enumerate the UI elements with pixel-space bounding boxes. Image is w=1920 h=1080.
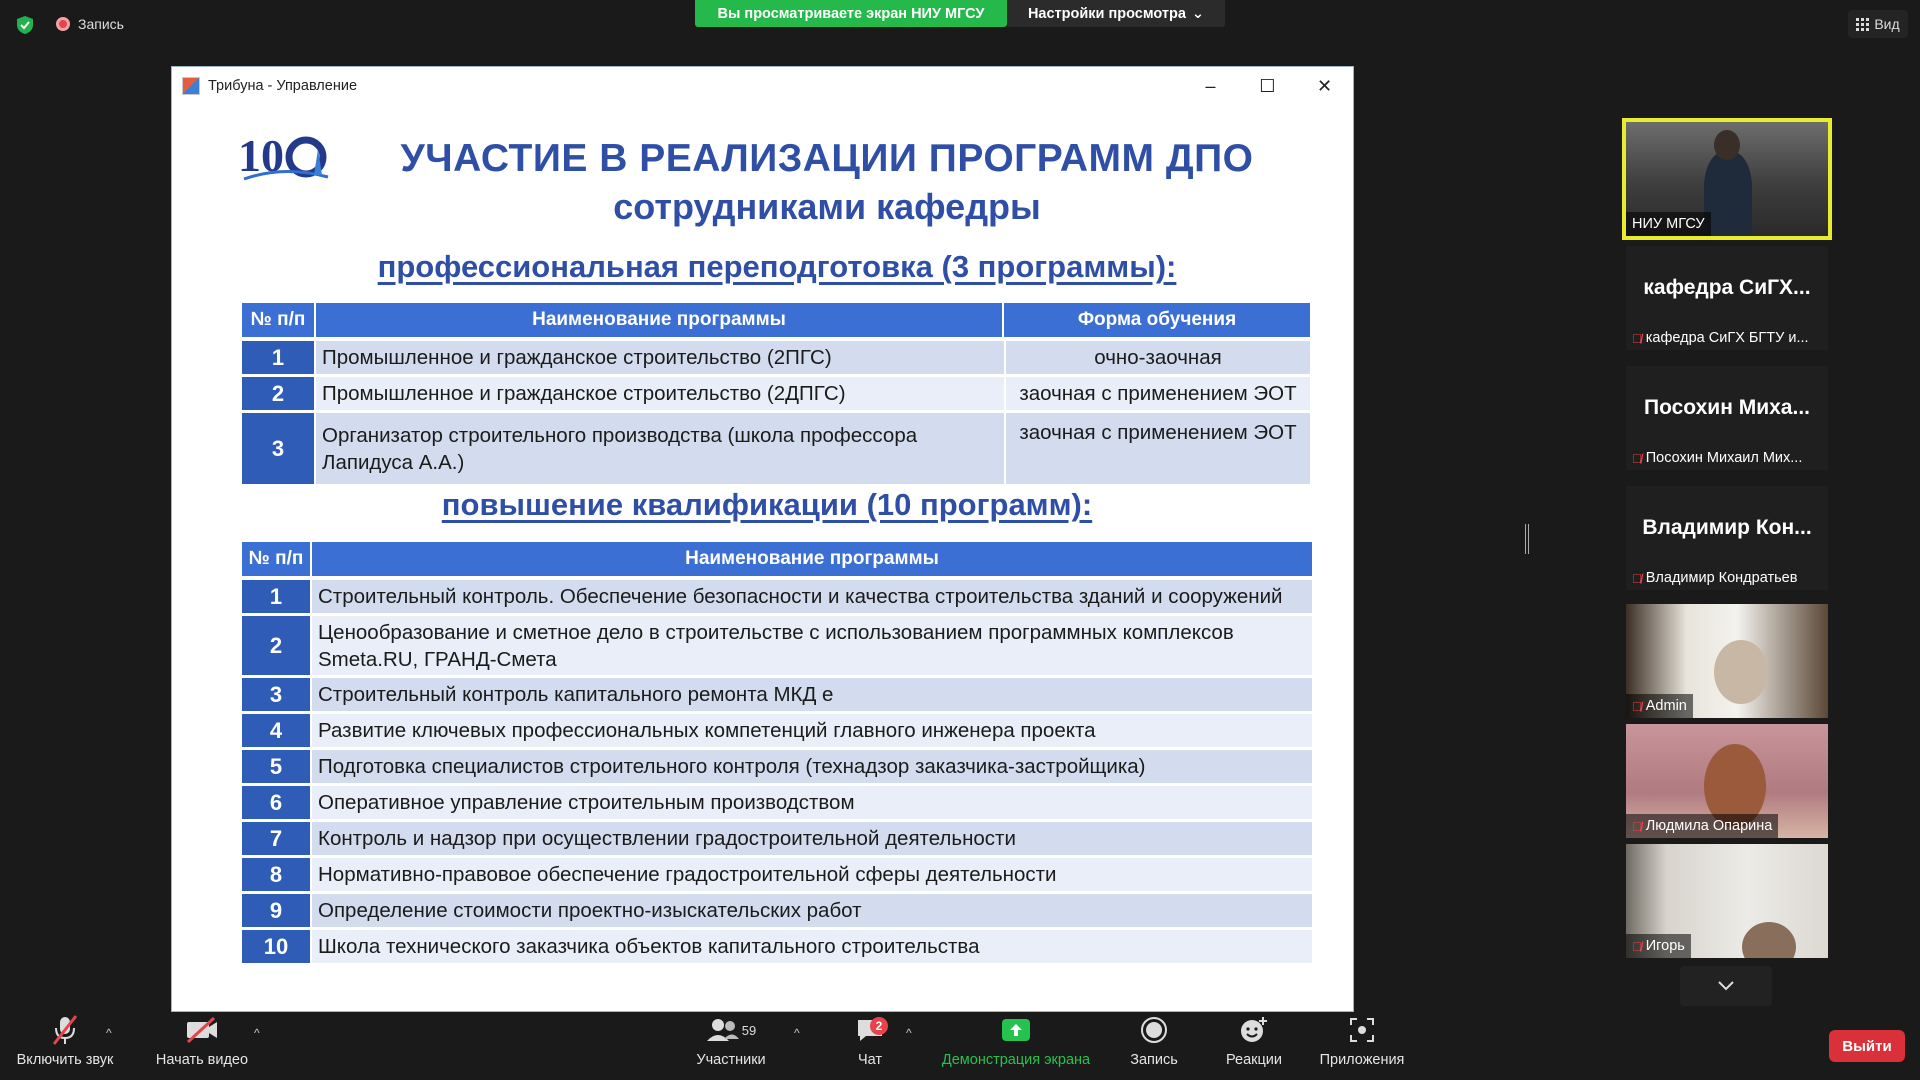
section-heading-retraining: профессиональная переподготовка (3 программы):: [377, 249, 1177, 284]
record-icon: [1140, 1010, 1168, 1050]
table-row: [242, 822, 1312, 858]
table-row: [242, 377, 1310, 413]
participants-options-caret-icon[interactable]: ^: [794, 1026, 800, 1040]
row-number: 3: [242, 678, 312, 714]
participant-label: кафедра СиГХ БГТУ и...: [1645, 330, 1809, 346]
row-number: 2: [242, 377, 316, 413]
table-row: [242, 341, 1310, 377]
top-bar: [0, 0, 1920, 48]
participant-name: [1626, 934, 1691, 958]
participant-big-name: Посохин Миха...: [1643, 396, 1810, 419]
record-button[interactable]: [1116, 1010, 1192, 1080]
unmute-label: Включить звук: [16, 1052, 114, 1068]
table-row: [242, 858, 1312, 894]
participants-label: Участники: [696, 1052, 766, 1068]
qualification-programs-table: [242, 542, 1312, 966]
participant-head: [1714, 640, 1768, 704]
participant-tile[interactable]: [1626, 486, 1828, 590]
row-number: 7: [242, 822, 312, 858]
participant-name: [1626, 814, 1778, 838]
table-row: [242, 786, 1312, 822]
apps-icon: [1348, 1010, 1376, 1050]
chevron-down-icon: ⌄: [1191, 5, 1205, 22]
participant-name: [1626, 326, 1815, 350]
table-row: [242, 678, 1312, 714]
view-button-label: Вид: [1874, 16, 1900, 32]
svg-text:10: 10: [238, 130, 284, 181]
study-form: заочная с применением ЭОТ: [1004, 413, 1310, 487]
table-header: № п/п: [242, 303, 316, 341]
view-settings-label: Настройки просмотра: [1027, 5, 1186, 22]
program-name: Организатор строительного производства (школа профессора Лапидуса А.А.): [316, 413, 1004, 487]
leave-meeting-button[interactable]: Выйти: [1829, 1030, 1905, 1062]
mic-muted-icon: 🎙̸: [1632, 818, 1642, 834]
table-row: [242, 616, 1312, 678]
reactions-smiley-icon: [1239, 1010, 1269, 1050]
reactions-button[interactable]: [1216, 1010, 1292, 1080]
apps-button[interactable]: [1312, 1010, 1412, 1080]
table-row: [242, 930, 1312, 966]
maximize-icon[interactable]: ☐: [1259, 75, 1276, 96]
participants-button[interactable]: [686, 1010, 776, 1080]
unmute-button[interactable]: [10, 1010, 120, 1080]
participant-big-name: кафедра СиГХ...: [1643, 276, 1811, 299]
window-title: Трибуна - Управление: [208, 78, 358, 94]
chevron-down-icon: [1717, 980, 1735, 992]
program-name: Нормативно-правовое обеспечение градостроительной сферы деятельности: [312, 858, 1312, 894]
participant-label: Владимир Кондратьев: [1645, 570, 1798, 586]
program-name: Контроль и надзор при осуществлении градостроительной деятельности: [312, 822, 1312, 858]
participant-tile[interactable]: [1626, 724, 1828, 838]
row-number: 6: [242, 786, 312, 822]
study-form: очно-заочная: [1004, 341, 1310, 377]
row-number: 1: [242, 580, 312, 616]
participant-big-name: Владимир Кон...: [1642, 516, 1812, 539]
meeting-toolbar: [0, 1010, 1920, 1080]
table-header: Наименование программы: [312, 542, 1312, 580]
security-shield-icon[interactable]: [14, 14, 36, 36]
section-heading-qualification: повышение квалификации (10 программ):: [441, 487, 1093, 522]
recording-dot-icon: [56, 17, 70, 31]
speaker-silhouette: [1704, 152, 1752, 240]
audio-options-caret-icon[interactable]: ^: [106, 1026, 112, 1040]
reactions-label: Реакции: [1225, 1052, 1282, 1068]
study-form: заочная с применением ЭОТ: [1004, 377, 1310, 413]
panel-resize-handle[interactable]: [1525, 524, 1529, 554]
program-name: Оперативное управление строительным производством: [312, 786, 1312, 822]
slide-subtitle: сотрудниками кафедры: [613, 186, 1041, 227]
row-number: 10: [242, 930, 312, 966]
mic-muted-icon: 🎙̸: [1632, 330, 1642, 346]
participant-label: Посохин Михаил Мих...: [1645, 450, 1803, 466]
anniversary-100-logo-icon: [236, 127, 332, 185]
table-row: [242, 894, 1312, 930]
table-row: [242, 413, 1310, 487]
table-row: [242, 714, 1312, 750]
table-header: № п/п: [242, 542, 312, 580]
row-number: 3: [242, 413, 316, 487]
video-options-caret-icon[interactable]: ^: [254, 1026, 260, 1040]
start-video-label: Начать видео: [155, 1052, 249, 1068]
grid-view-icon: [1856, 18, 1869, 31]
window-titlebar: [172, 67, 1353, 105]
participant-name: [1626, 566, 1803, 590]
participant-tile[interactable]: [1626, 844, 1828, 958]
view-settings-button[interactable]: [1007, 0, 1225, 27]
presentation-slide: [172, 105, 1353, 1011]
minimize-icon[interactable]: –: [1205, 75, 1216, 96]
mic-muted-icon: 🎙̸: [1632, 570, 1642, 586]
recording-label: Запись: [78, 16, 124, 32]
program-name: Строительный контроль капитального ремонта МКД е: [312, 678, 1312, 714]
start-video-button[interactable]: [148, 1010, 256, 1080]
window-controls: [1182, 67, 1353, 105]
participant-tile-active-speaker[interactable]: [1622, 118, 1832, 240]
program-name: Школа технического заказчика объектов капитального строительства: [312, 930, 1312, 966]
participant-tile[interactable]: [1626, 366, 1828, 470]
retraining-programs-table: [242, 303, 1310, 487]
program-name: Промышленное и гражданское строительство (2ПГС): [316, 341, 1004, 377]
table-row: [242, 750, 1312, 786]
participant-name: [1626, 694, 1693, 718]
row-number: 2: [242, 616, 312, 678]
table-header: Наименование программы: [316, 303, 1004, 341]
row-number: 1: [242, 341, 316, 377]
row-number: 9: [242, 894, 312, 930]
mic-muted-icon: [50, 1010, 80, 1050]
table-row: [242, 580, 1312, 616]
app-icon: [182, 77, 200, 95]
row-number: 4: [242, 714, 312, 750]
program-name: Ценообразование и сметное дело в строительстве с использованием программных комплексов Smeta.RU, ГРАНД-Смета: [312, 616, 1312, 678]
participants-count: 59: [741, 1022, 757, 1038]
participant-name: [1626, 446, 1808, 470]
mic-muted-icon: 🎙̸: [1632, 698, 1642, 714]
table-header: Форма обучения: [1004, 303, 1310, 341]
slide-title: УЧАСТИЕ В РЕАЛИЗАЦИИ ПРОГРАММ ДПО: [400, 137, 1254, 180]
recording-indicator[interactable]: [56, 16, 124, 32]
screen-share-banner: Вы просматриваете экран НИУ МГСУ: [695, 0, 1007, 27]
participants-icon: [706, 1010, 756, 1050]
participant-label: НИУ МГСУ: [1632, 216, 1705, 232]
participant-name: [1626, 212, 1711, 236]
participant-label: Admin: [1645, 698, 1687, 714]
share-screen-button[interactable]: [930, 1010, 1102, 1080]
program-name: Промышленное и гражданское строительство (2ДПГС): [316, 377, 1004, 413]
chat-options-caret-icon[interactable]: ^: [906, 1026, 912, 1040]
chat-button[interactable]: [840, 1010, 900, 1080]
view-button[interactable]: [1848, 10, 1908, 38]
program-name: Развитие ключевых профессиональных компетенций главного инженера проекта: [312, 714, 1312, 750]
mic-muted-icon: 🎙̸: [1632, 938, 1642, 954]
video-off-icon: [184, 1010, 220, 1050]
participant-tile[interactable]: [1626, 604, 1828, 718]
shared-screen-window: [171, 66, 1354, 1012]
participant-label: Людмила Опарина: [1645, 818, 1773, 834]
mic-muted-icon: 🎙̸: [1632, 450, 1642, 466]
share-screen-icon: [1001, 1010, 1031, 1050]
chat-label: Чат: [857, 1052, 883, 1068]
apps-label: Приложения: [1319, 1052, 1405, 1068]
scroll-participants-down-button[interactable]: [1680, 966, 1772, 1006]
speaker-head: [1714, 130, 1740, 160]
share-screen-label: Демонстрация экрана: [941, 1052, 1091, 1068]
chat-unread-badge: 2: [870, 1017, 888, 1035]
program-name: Определение стоимости проектно-изыскательских работ: [312, 894, 1312, 930]
program-name: Строительный контроль. Обеспечение безопасности и качества строительства зданий и сооружений: [312, 580, 1312, 616]
row-number: 5: [242, 750, 312, 786]
row-number: 8: [242, 858, 312, 894]
close-icon[interactable]: ✕: [1316, 75, 1333, 96]
participant-tile[interactable]: [1626, 246, 1828, 350]
program-name: Подготовка специалистов строительного контроля (технадзор заказчика-застройщика): [312, 750, 1312, 786]
participant-label: Игорь: [1645, 938, 1685, 954]
record-label: Запись: [1130, 1052, 1178, 1068]
